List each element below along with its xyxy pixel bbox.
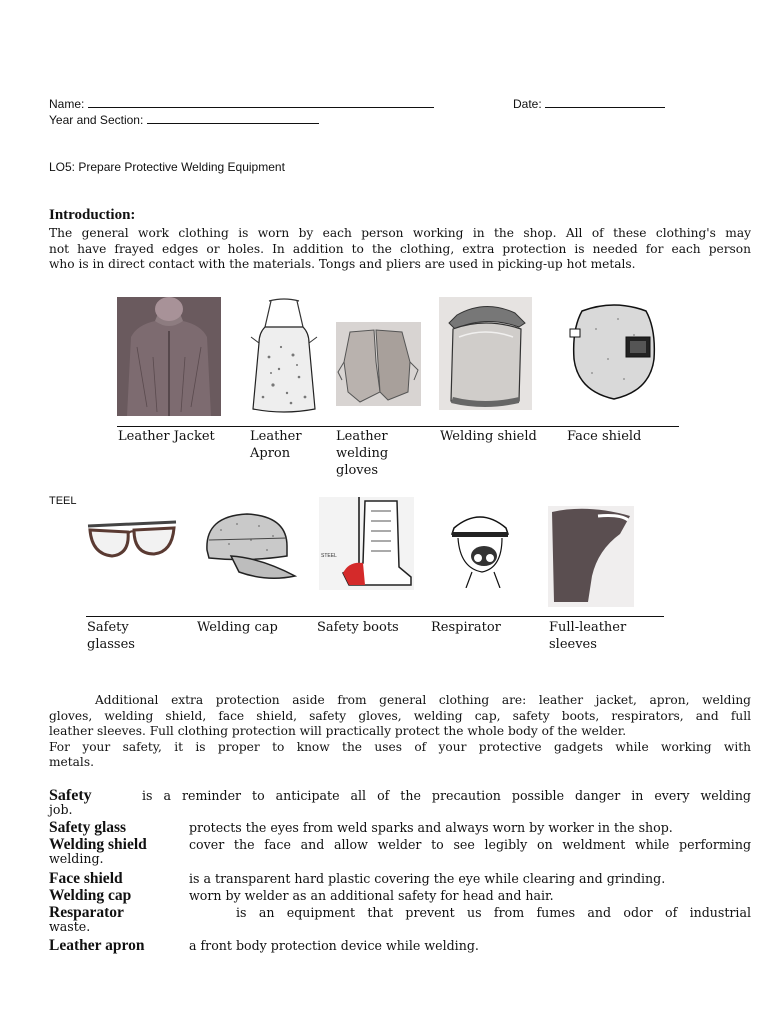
caption-line: Full-leather	[549, 620, 627, 635]
caption-line: Leather Jacket	[118, 429, 215, 444]
intro-line: The general work clothing is worn by each person working in the shop. All of these clothing's may	[49, 226, 751, 240]
body-line: metals.	[49, 755, 94, 769]
intro-line: who is in direct contact with the materials. Tongs and pliers are used in picking-up hot metals.	[49, 257, 636, 271]
body-line: Additional extra protection aside from general clothing are: leather jacket, apron, welding	[95, 693, 751, 707]
caption-line: Safety	[87, 620, 129, 635]
caption-line: Welding shield	[440, 429, 537, 444]
caption-safety-boots	[317, 619, 399, 636]
leather-apron-icon	[249, 297, 319, 416]
steel-tag-label: STEEL	[321, 553, 337, 559]
welding-cap-icon	[201, 510, 297, 583]
definition-text: is a transparent hard plastic covering the eye while clearing and grinding.	[189, 871, 666, 886]
caption-leather-apron	[250, 428, 302, 462]
intro-line: not have frayed edges or holes. In addition to the clothing, extra protection is needed for each person	[49, 241, 751, 256]
body-paragraph	[49, 693, 751, 771]
definition-leather-apron	[49, 937, 751, 955]
caption-line: Safety boots	[317, 620, 399, 635]
date-label: Date:	[513, 97, 542, 111]
caption-safety-glasses	[87, 619, 135, 653]
definition-wrap: job.	[49, 802, 73, 817]
row1-divider	[117, 426, 679, 427]
caption-line: Leather	[250, 429, 302, 444]
caption-line: Apron	[250, 446, 291, 461]
leather-jacket-icon	[117, 297, 221, 416]
caption-line: Welding cap	[197, 620, 278, 635]
intro-paragraph	[49, 226, 751, 273]
leather-sleeves-icon	[548, 506, 634, 607]
caption-line: gloves	[336, 463, 379, 478]
caption-welding-cap	[197, 619, 278, 636]
leather-gloves-icon	[336, 322, 421, 406]
definition-text: a front body protection device while welding.	[189, 938, 479, 953]
definition-term: Safety	[49, 787, 92, 804]
stray-text: TEEL	[49, 495, 77, 507]
definition-text: protects the eyes from weld sparks and always worn by worker in the shop.	[189, 820, 673, 835]
welding-shield-icon	[439, 297, 532, 410]
body-line: For your safety, it is proper to know the uses of your protective gadgets while working with	[49, 739, 751, 754]
definition-text: cover the face and allow welder to see legibly on weldment while performing	[189, 837, 751, 852]
definition-term: Welding shield	[49, 836, 147, 853]
name-label: Name:	[49, 97, 85, 111]
definition-text: worn by welder as an additional safety for head and hair.	[189, 888, 554, 903]
definition-term: Welding cap	[49, 887, 132, 904]
definition-safety	[49, 787, 751, 817]
intro-heading: Introduction:	[49, 207, 136, 223]
face-shield-icon	[568, 299, 660, 401]
caption-line: Leather	[336, 429, 388, 444]
caption-face-shield	[567, 428, 641, 445]
body-line: leather sleeves. Full clothing protection will practically protect the whole body of the welder.	[49, 724, 627, 738]
caption-leather-sleeves	[549, 619, 626, 653]
row2-divider	[86, 616, 664, 617]
caption-line: glasses	[87, 637, 135, 652]
caption-leather-gloves	[336, 428, 388, 479]
name-field-row	[49, 96, 434, 112]
caption-line: Respirator	[431, 620, 501, 635]
definition-welding-shield	[49, 836, 751, 866]
date-field-row	[513, 96, 665, 112]
body-line: gloves, welding shield, face shield, safety gloves, welding cap, safety boots, respirators, and full	[49, 708, 751, 723]
definition-respirator	[49, 904, 751, 934]
definition-text: is an equipment that prevent us from fumes and odor of industrial	[236, 905, 751, 920]
name-blank[interactable]	[88, 96, 434, 108]
year-section-blank[interactable]	[147, 112, 319, 124]
definition-term: Safety glass	[49, 819, 127, 836]
definition-term: Resparator	[49, 904, 124, 921]
caption-line: welding	[336, 446, 389, 461]
year-section-label: Year and Section:	[49, 113, 144, 127]
respirator-icon	[442, 506, 520, 588]
year-section-row	[49, 112, 319, 128]
caption-line: sleeves	[549, 637, 597, 652]
definition-term: Leather apron	[49, 937, 145, 954]
definition-wrap: welding.	[49, 851, 104, 866]
definition-welding-cap	[49, 887, 751, 905]
caption-respirator	[431, 619, 501, 636]
safety-glasses-icon	[86, 508, 179, 565]
definition-face-shield	[49, 870, 751, 888]
definition-safety-glass	[49, 819, 751, 837]
caption-leather-jacket	[118, 428, 215, 445]
lesson-title: LO5: Prepare Protective Welding Equipment	[49, 160, 285, 174]
definition-term: Face shield	[49, 870, 123, 887]
definition-text: is a reminder to anticipate all of the precaution possible danger in every welding	[142, 788, 751, 803]
caption-line: Face shield	[567, 429, 642, 444]
date-blank[interactable]	[545, 96, 665, 108]
definition-wrap: waste.	[49, 919, 91, 934]
safety-boots-icon	[319, 497, 414, 590]
caption-welding-shield	[440, 428, 537, 445]
